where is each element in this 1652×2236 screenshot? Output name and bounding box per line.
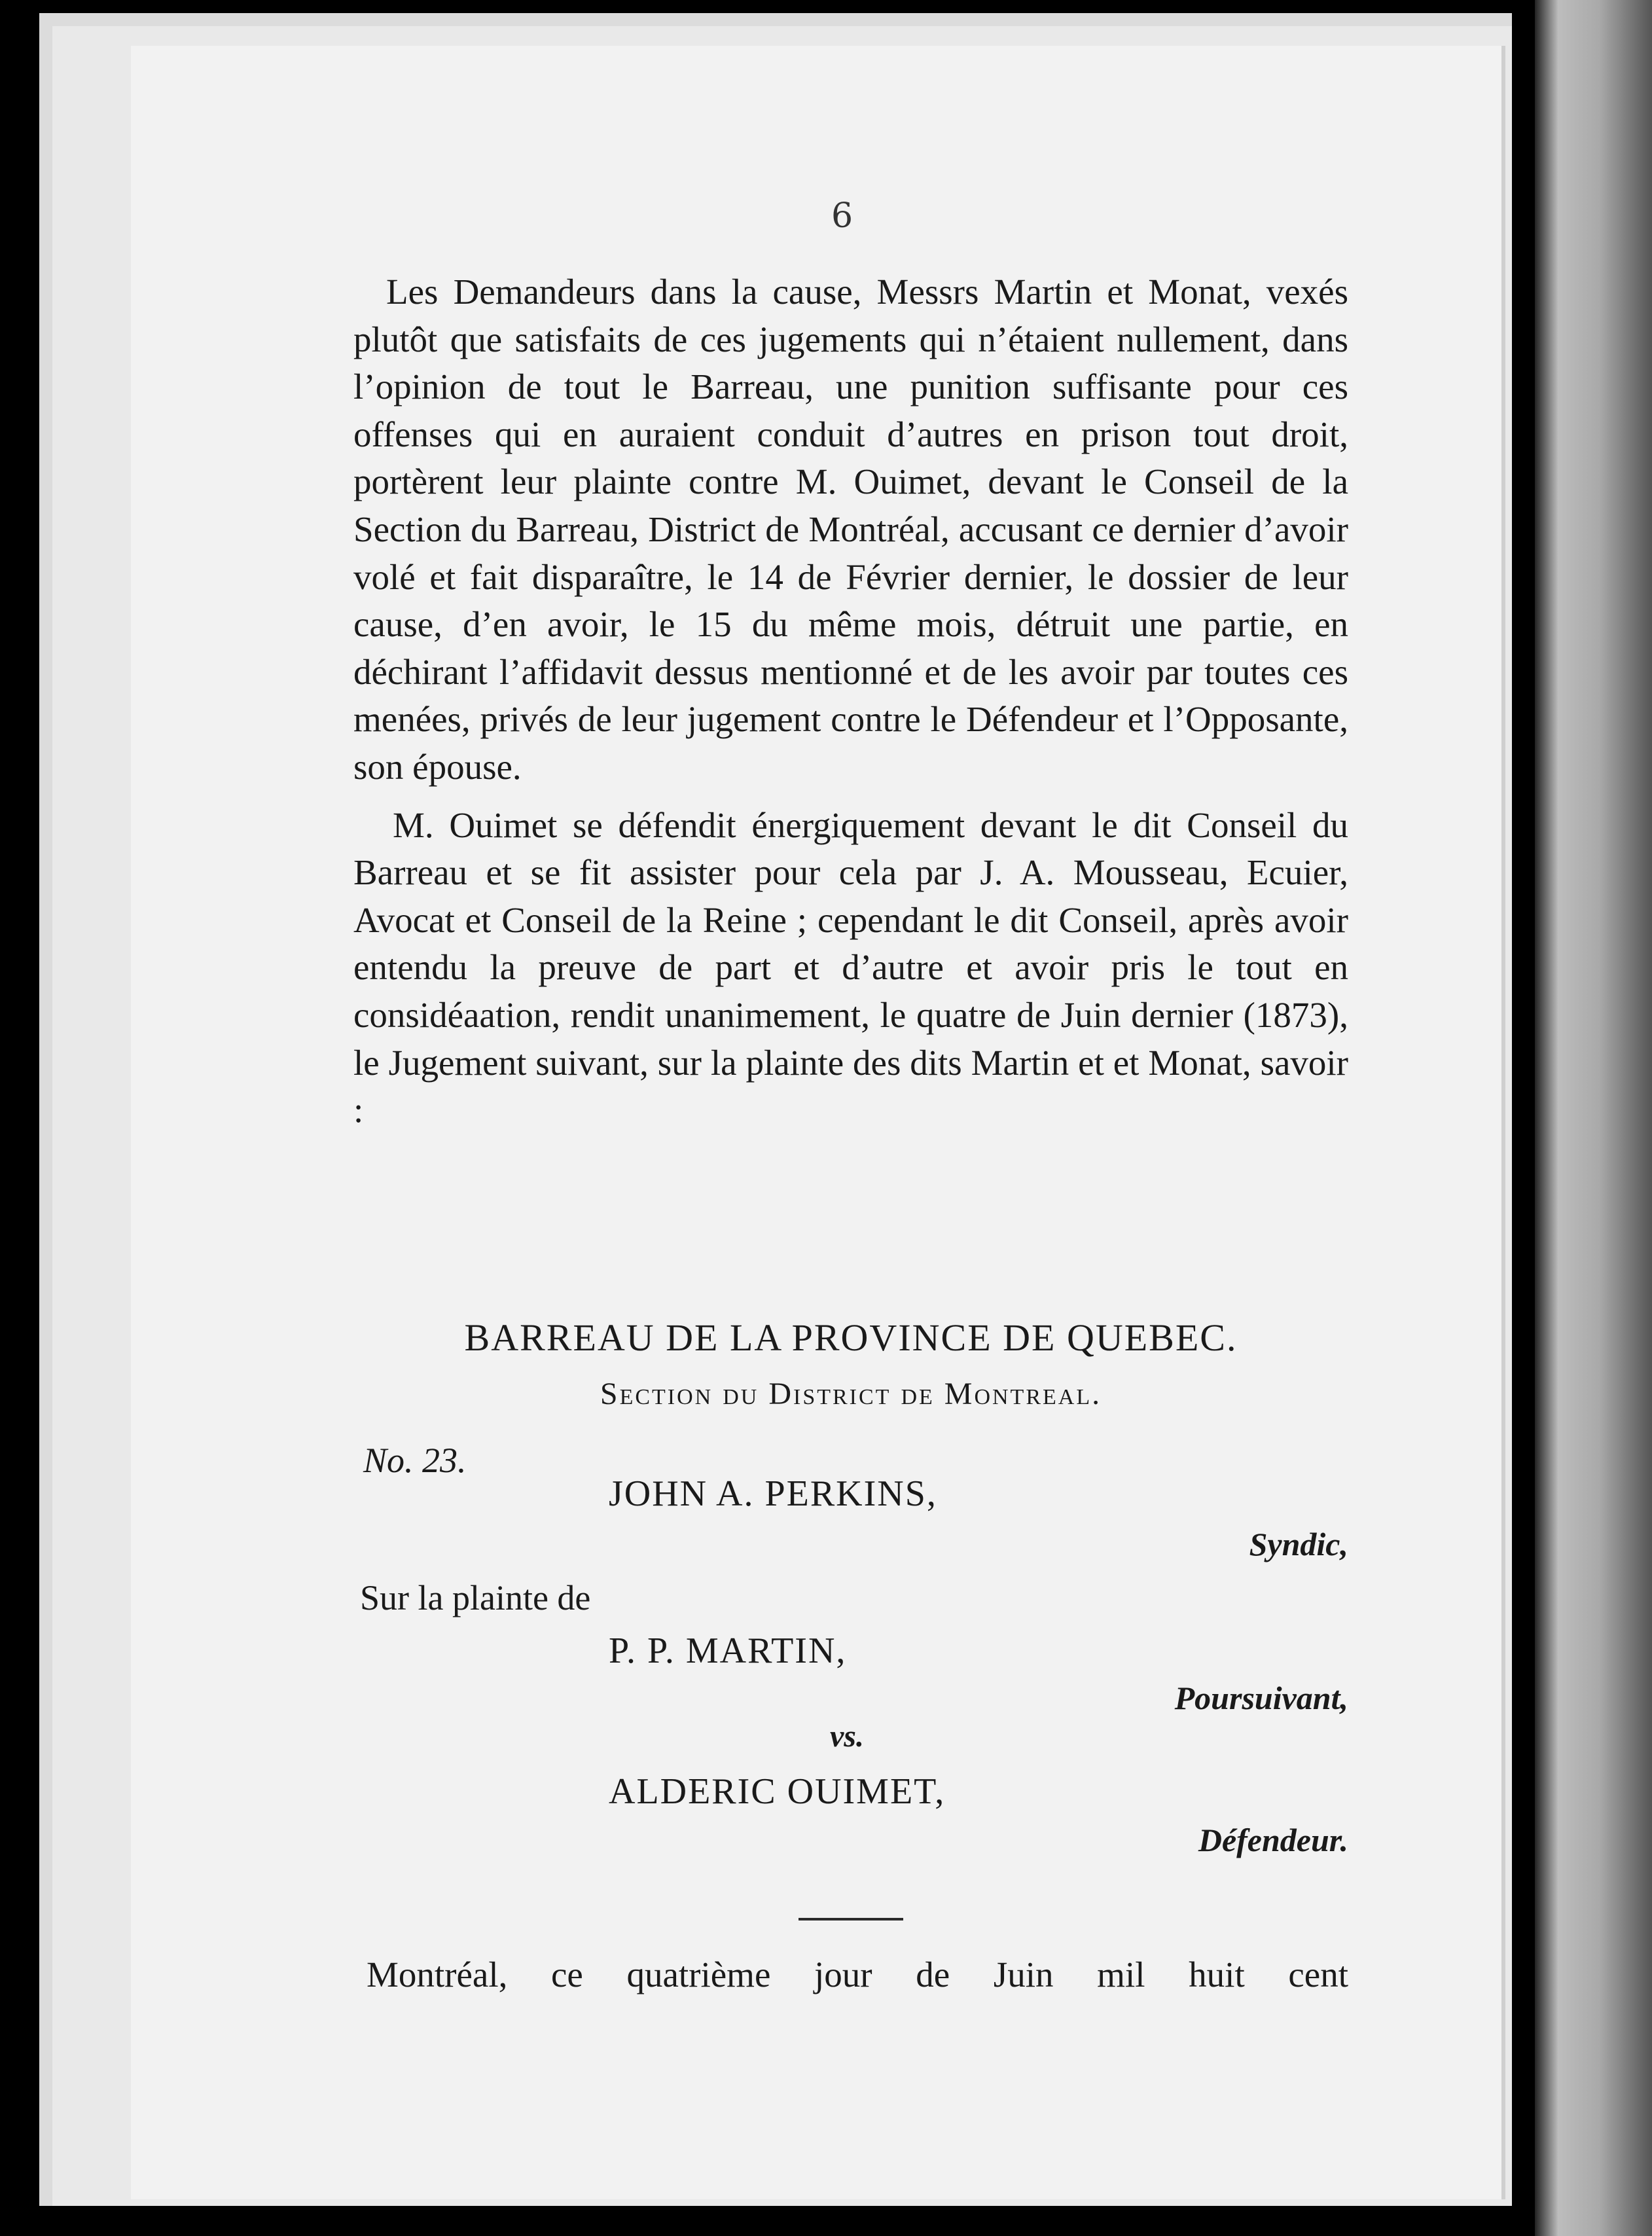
section-divider	[799, 1918, 903, 1920]
closing-line: Montréal, ce quatrième jour de Juin mil huit cent	[367, 1955, 1348, 1994]
syndic-name: JOHN A. PERKINS,	[609, 1473, 937, 1514]
case-number: No. 23.	[363, 1441, 467, 1480]
page-number: 6	[831, 196, 853, 236]
complaint-intro: Sur la plainte de	[360, 1578, 591, 1617]
plaintiff-name: P. P. MARTIN,	[609, 1631, 847, 1671]
body-text	[353, 268, 1348, 1134]
adjacent-page-edge	[1535, 0, 1652, 2236]
bar-subheading: Section du District de Montreal.	[600, 1377, 1102, 1411]
defendant-role: Défendeur.	[1198, 1822, 1348, 1858]
defendant-name: ALDERIC OUIMET,	[609, 1771, 946, 1812]
plaintiff-role: Poursuivant,	[1174, 1680, 1348, 1716]
bar-heading: BARREAU DE LA PROVINCE DE QUEBEC.	[464, 1316, 1238, 1359]
paragraph-defense: M. Ouimet se défendit énergiquement devant le dit Conseil du Barreau et se fit assister pour cela par J. A. Mousseau, Ecuier, Avocat et Conseil de la Reine ; cependant le dit Conseil, après avoir entendu la preuve de part et d’autre et avoir pris le tout en considéaation, rendit unanimement, le quatre de Juin dernier (1873), le Jugement suivant, sur la plainte des dits Martin et et Monat, savoir :	[353, 804, 1348, 1130]
paragraph-complaint: Les Demandeurs dans la cause, Messrs Martin et Monat, vexés plutôt que satisfaits de ces jugements qui n’étaient nullement, dans l’opinion de tout le Barreau, une punition suffisante pour ces offenses qui en auraient conduit d’autres en prison tout droit, portèrent leur plainte contre M. Ouimet, devant le Conseil de la Section du Barreau, District de Montréal, accusant ce dernier d’avoir volé et fait disparaître, le 14 de Février dernier, le dossier de leur cause, d’en avoir, le 15 du même mois, détruit une partie, en déchirant l’affidavit dessus mentionné et de les avoir par toutes ces menées, privés de leur jugement contre le Défendeur et l’Opposante, son épouse.	[353, 272, 1348, 787]
versus-label: vs.	[830, 1719, 864, 1754]
syndic-role: Syndic,	[1249, 1526, 1348, 1562]
